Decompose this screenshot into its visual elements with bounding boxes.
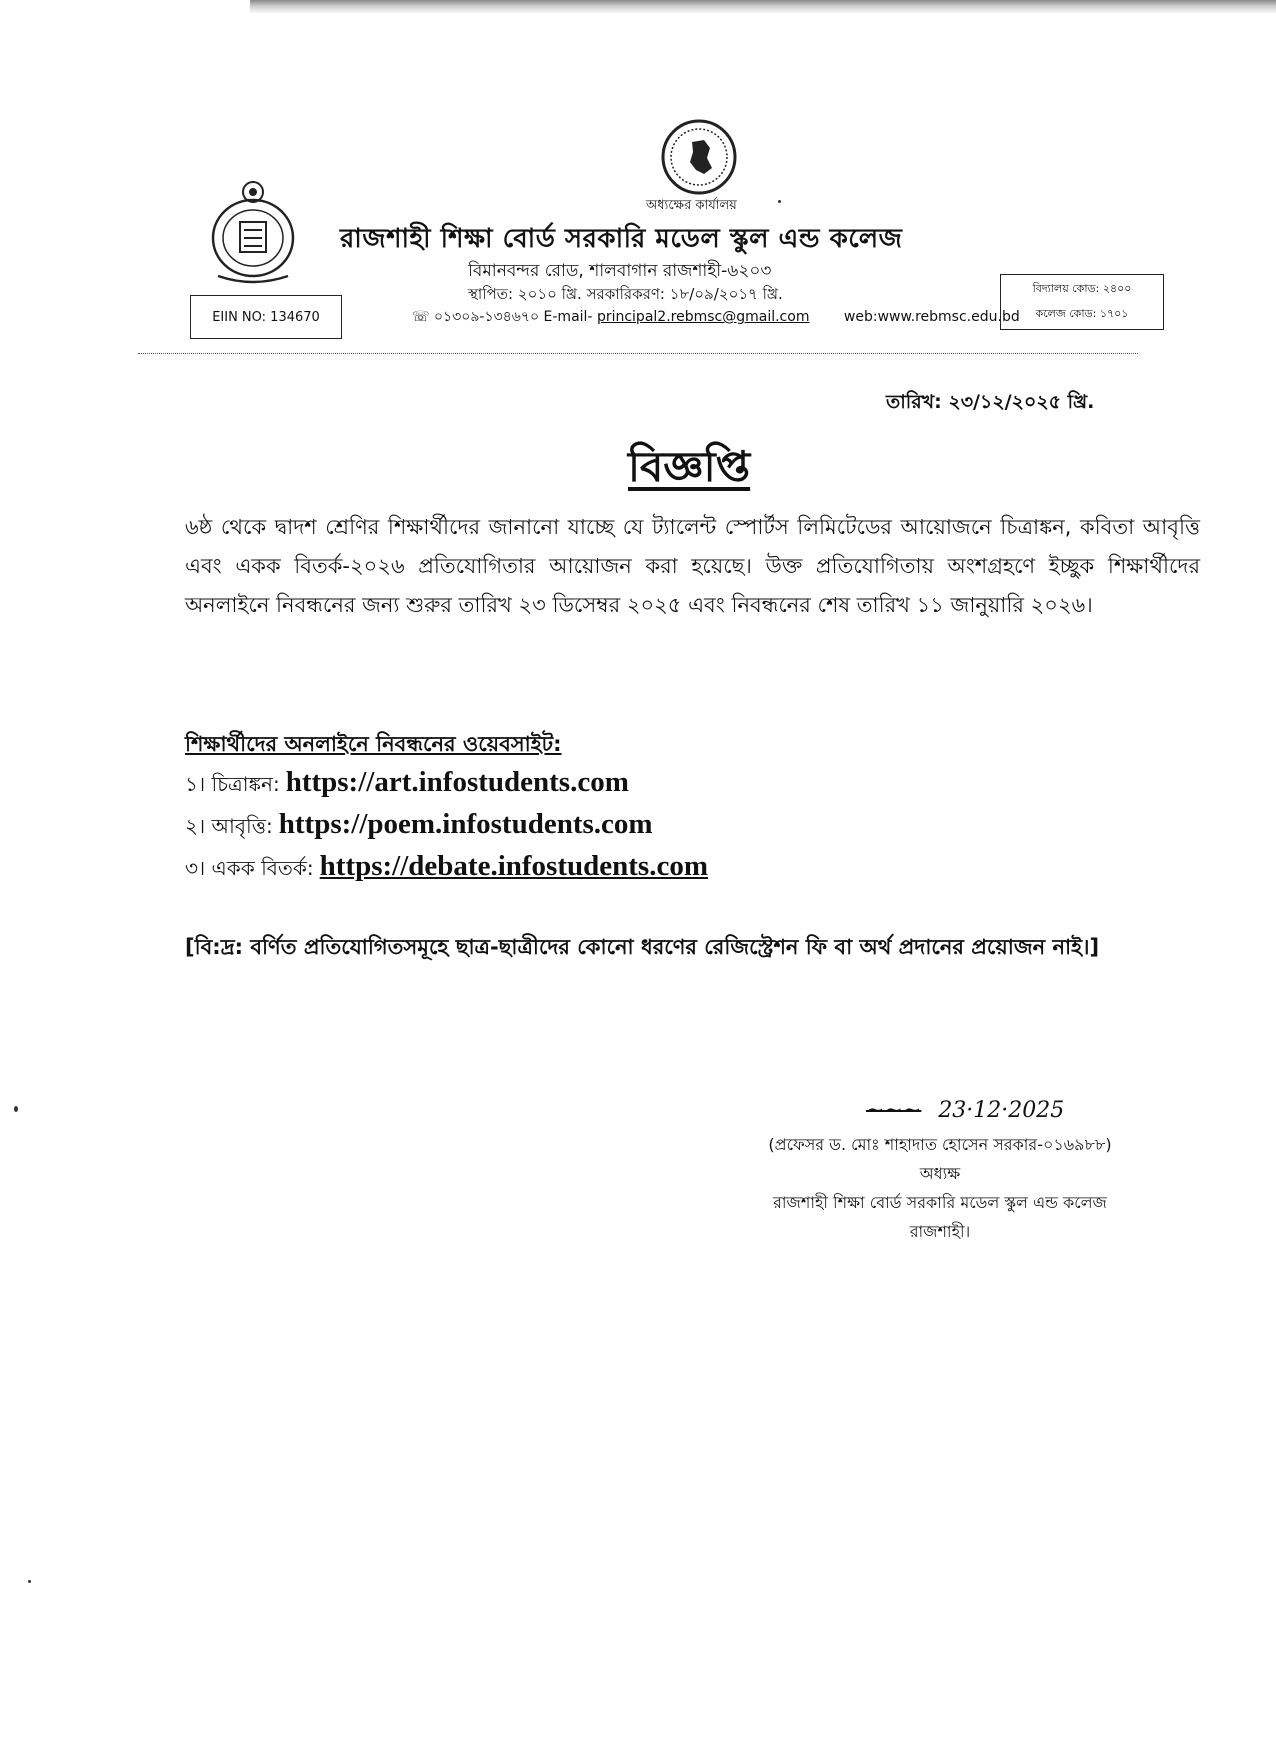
college-name: রাজশাহী শিক্ষা বোর্ড সরকারি মডেল স্কুল এন্ড কলেজ — [340, 224, 903, 254]
notice-title: বিজ্ঞপ্তি — [628, 442, 751, 491]
scan-speck — [778, 200, 781, 203]
college-code: কলেজ কোড: ১৭০১ — [1035, 307, 1129, 320]
notice-date: তারিখ: ২৩/১২/২০২৫ খ্রি. — [886, 391, 1095, 413]
institution-codes-box — [1000, 274, 1164, 330]
link-art[interactable]: https://art.infostudents.com — [285, 766, 629, 798]
signatory-institution: রাজশাহী শিক্ষা বোর্ড সরকারি মডেল স্কুল এন্ড কলেজ — [773, 1193, 1107, 1212]
email-address: principal2.rebmsc@gmail.com — [596, 309, 810, 325]
link-debate[interactable]: https://debate.infostudents.com — [319, 850, 708, 882]
header-divider — [138, 353, 1138, 354]
school-code: বিদ্যালয় কোড: ২৪০০ — [1032, 282, 1132, 295]
list-item — [185, 850, 708, 892]
signatory-city: রাজশাহী। — [909, 1222, 971, 1241]
scan-speck — [14, 1106, 18, 1112]
list-item — [185, 808, 708, 850]
registration-link-list — [185, 766, 708, 892]
registration-links-heading: শিক্ষার্থীদের অনলাইনে নিবন্ধনের ওয়েবসাইট: — [185, 732, 562, 756]
eiin-number: EIIN NO: 134670 — [212, 309, 320, 325]
contact-line — [412, 305, 1020, 329]
notice-note: [বি:দ্র: বর্ণিত প্রতিযোগিতসমূহে ছাত্র-ছাত্রীদের কোনো ধরণের রেজিস্ট্রেশন ফি বা অর্থ প্রদানের প্রয়োজন নাই।] — [185, 935, 1100, 959]
signatory-designation: অধ্যক্ষ — [919, 1164, 961, 1183]
handwritten-signature — [866, 1098, 1064, 1123]
signature-date: 23·12·2025 — [938, 1098, 1065, 1123]
college-logo-icon — [208, 178, 298, 288]
signature-scribble: ∼∼∼ — [866, 1098, 922, 1123]
link-label-art: ১। চিত্রাঙ্কন: — [185, 772, 280, 796]
list-item — [185, 766, 708, 808]
college-address: বিমানবন্দর রোড, শালবাগান রাজশাহী-৬২০৩ — [468, 261, 772, 281]
scan-speck — [28, 1580, 31, 1583]
established-info: স্থাপিত: ২০১০ খ্রি. সরকারিকরণ: ১৮/০৯/২০১৭ খ্রি. — [468, 285, 783, 303]
eiin-box — [190, 295, 342, 339]
signatory-name: (প্রফেসর ড. মোঃ শাহাদাত হোসেন সরকার-০১৬৯৮৮) — [768, 1135, 1112, 1154]
link-poem[interactable]: https://poem.infostudents.com — [278, 808, 653, 840]
scan-edge-shadow — [250, 0, 1276, 14]
email-label: E-mail- — [543, 309, 593, 325]
signatory-block — [700, 1130, 1180, 1246]
link-label-debate: ৩। একক বিতর্ক: — [185, 856, 314, 880]
office-label: অধ্যক্ষের কার্যালয় — [646, 198, 737, 213]
link-label-poem: ২। আবৃত্তি: — [185, 814, 273, 838]
notice-body: ৬ষ্ঠ থেকে দ্বাদশ শ্রেণির শিক্ষার্থীদের জানানো যাচ্ছে যে ট্যালেন্ট স্পোর্টস লিমিটেডের আয়োজনে চিত্রাঙ্কন, কবিতা আবৃত্তি এবং একক বিতর্ক-২০২৬ প্রতিযোগিতার আয়োজন করা হয়েছে। উক্ত প্রতিযোগিতায় অংশগ্রহণে ইচ্ছুক শিক্ষার্থীদের অনলাইনে নিবন্ধনের জন্য শুরুর তারিখ ২৩ ডিসেম্বর ২০২৫ এবং নিবন্ধনের শেষ তারিখ ১১ জানুয়ারি ২০২৬। — [185, 515, 1200, 617]
government-seal-icon — [660, 118, 738, 196]
website-address: web:www.rebmsc.edu.bd — [843, 309, 1020, 325]
phone-number: ☏ ০১৩০৯-১৩৪৬৭০ — [412, 309, 540, 325]
